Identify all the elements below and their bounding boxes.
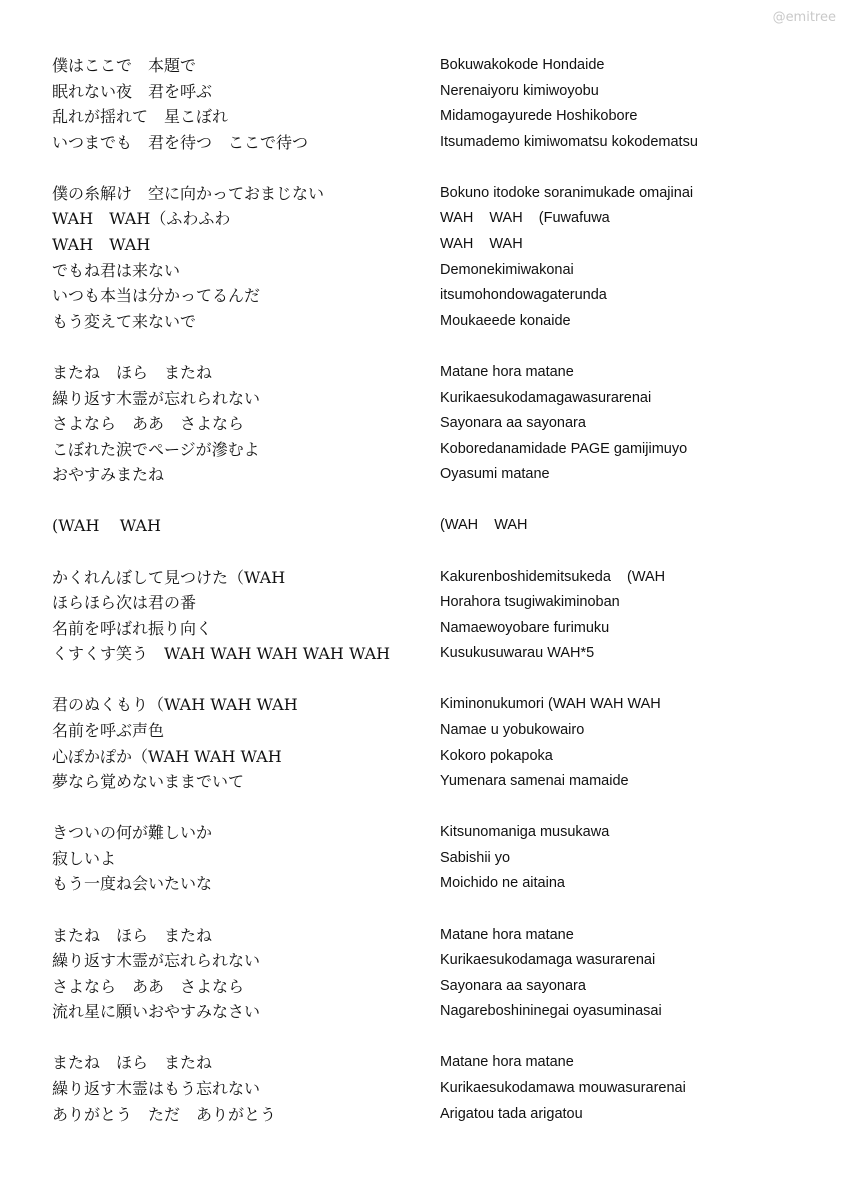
japanese-lyric: さよなら ああ さよなら [52, 414, 245, 434]
lyric-line [0, 871, 848, 897]
romaji-lyric: Kurikaesukodamaga wasurarenai [440, 952, 656, 969]
lyric-line [0, 718, 848, 744]
japanese-lyric: 眠れない夜 君を呼ぶ [52, 81, 213, 101]
romaji-lyric: Kurikaesukodamagawasurarenai [440, 389, 652, 406]
romaji-lyric: Kitsunomaniga musukawa [440, 824, 610, 841]
japanese-lyric: 僕の糸解け 空に向かっておまじない [52, 183, 325, 203]
romaji-lyric: Matane hora matane [440, 926, 574, 943]
japanese-lyric: かくれんぼして見つけた（WAH [52, 567, 286, 587]
lyric-line [0, 1102, 848, 1128]
japanese-lyric: でもね君は来ない [52, 260, 181, 280]
lyric-line [0, 820, 848, 846]
stanza [0, 820, 848, 897]
japanese-lyric: 繰り返す木霊が忘れられない [52, 388, 261, 408]
romaji-lyric: Oyasumi matane [440, 466, 550, 483]
japanese-lyric: いつまでも 君を待つ ここで待つ [52, 132, 309, 152]
lyric-line [0, 590, 848, 616]
romaji-lyric: Horahora tsugiwakiminoban [440, 594, 620, 611]
lyric-line [0, 309, 848, 335]
lyric-line [0, 360, 848, 386]
lyric-line [0, 104, 848, 130]
romaji-lyric: Sayonara aa sayonara [440, 415, 586, 432]
romaji-lyric: Kakurenboshidemitsukeda (WAH [440, 568, 666, 585]
stanza [0, 513, 848, 539]
japanese-lyric: WAH WAH（ふわふわ [52, 209, 231, 229]
japanese-lyric: 夢なら覚めないままでいて [52, 772, 245, 792]
lyric-line [0, 948, 848, 974]
romaji-lyric: Nagareboshininegai oyasuminasai [440, 1003, 662, 1020]
romaji-lyric: WAH WAH (Fuwafuwa [440, 210, 610, 227]
lyric-line [0, 616, 848, 642]
romaji-lyric: Kokoro pokapoka [440, 747, 553, 764]
romaji-lyric: Namae u yobukowairo [440, 721, 585, 738]
lyrics-sheet [0, 53, 848, 1153]
lyric-line [0, 437, 848, 463]
romaji-lyric: Yumenara samenai mamaide [440, 773, 629, 790]
japanese-lyric: 君のぬくもり（WAH WAH WAH [52, 695, 298, 715]
stanza [0, 53, 848, 155]
romaji-lyric: Demonekimiwakonai [440, 261, 574, 278]
lyric-line [0, 692, 848, 718]
lyric-line [0, 79, 848, 105]
romaji-lyric: Nerenaiyoru kimiwoyobu [440, 82, 599, 99]
romaji-lyric: itsumohondowagaterunda [440, 287, 607, 304]
japanese-lyric: WAH WAH [52, 235, 151, 255]
lyric-line [0, 386, 848, 412]
romaji-lyric: Kusukusuwarau WAH*5 [440, 645, 595, 662]
stanza [0, 692, 848, 794]
lyric-line [0, 462, 848, 488]
japanese-lyric: 繰り返す木霊はもう忘れない [52, 1079, 261, 1098]
japanese-lyric: 名前を呼ばれ振り向く [52, 618, 213, 638]
japanese-lyric: またね ほら またね [52, 1053, 213, 1073]
romaji-lyric: Bokuwakokode Hondaide [440, 57, 605, 73]
lyric-line [0, 232, 848, 258]
romaji-lyric: Namaewoyobare furimuku [440, 619, 610, 636]
japanese-lyric: 寂しいよ [52, 848, 117, 868]
lyric-line [0, 411, 848, 437]
lyric-line [0, 258, 848, 284]
lyric-line [0, 769, 848, 795]
lyric-line [0, 1076, 848, 1102]
japanese-lyric: またね ほら またね [52, 362, 213, 382]
japanese-lyric: いつも本当は分かってるんだ [52, 286, 261, 306]
lyric-line [0, 846, 848, 872]
romaji-lyric: Matane hora matane [440, 1054, 574, 1071]
lyric-line [0, 641, 848, 667]
stanza [0, 181, 848, 335]
lyric-line [0, 999, 848, 1025]
japanese-lyric: ありがとう ただ ありがとう [52, 1104, 277, 1124]
japanese-lyric: もう一度ね会いたいな [52, 874, 213, 894]
watermark-handle: @emitree [772, 10, 836, 25]
stanza [0, 565, 848, 667]
japanese-lyric: もう変えて来ないで [52, 311, 197, 331]
lyric-line [0, 565, 848, 591]
japanese-lyric: こぼれた涙でページが滲むよ [52, 439, 260, 459]
lyric-line [0, 181, 848, 207]
romaji-lyric: Sabishii yo [440, 849, 511, 866]
stanza [0, 923, 848, 1025]
lyric-line [0, 206, 848, 232]
romaji-lyric: Midamogayurede Hoshikobore [440, 108, 638, 125]
lyric-line [0, 744, 848, 770]
japanese-lyric: 僕はここで 本題で [52, 56, 197, 75]
romaji-lyric: Kurikaesukodamawa mouwasurarenai [440, 1080, 686, 1096]
romaji-lyric: Koboredanamidade PAGE gamijimuyo [440, 440, 688, 457]
lyric-line [0, 513, 848, 539]
romaji-lyric: (WAH WAH [440, 517, 528, 534]
japanese-lyric: さよなら ああ さよなら [52, 976, 245, 996]
lyric-line [0, 130, 848, 156]
japanese-lyric: 流れ星に願いおやすみなさい [52, 1002, 261, 1022]
japanese-lyric: 乱れが揺れて 星こぼれ [52, 107, 229, 127]
romaji-lyric: Matane hora matane [440, 363, 574, 380]
romaji-lyric: Moukaeede konaide [440, 312, 571, 329]
stanza [0, 360, 848, 488]
japanese-lyric: くすくす笑う WAH WAH WAH WAH WAH [52, 644, 391, 664]
japanese-lyric: ほらほら次は君の番 [52, 593, 197, 613]
romaji-lyric: Kiminonukumori (WAH WAH WAH [440, 696, 661, 713]
japanese-lyric: 心ぽかぽか（WAH WAH WAH [52, 746, 282, 766]
lyric-line [0, 1050, 848, 1076]
japanese-lyric: (WAH WAH [52, 516, 161, 536]
japanese-lyric: またね ほら またね [52, 925, 213, 945]
lyric-line [0, 923, 848, 949]
japanese-lyric: 繰り返す木霊が忘れられない [52, 951, 261, 971]
lyric-line [0, 53, 848, 79]
romaji-lyric: Arigatou tada arigatou [440, 1105, 583, 1122]
romaji-lyric: WAH WAH [440, 236, 523, 253]
stanza [0, 1050, 848, 1127]
romaji-lyric: Sayonara aa sayonara [440, 977, 586, 994]
lyric-line [0, 283, 848, 309]
japanese-lyric: おやすみまたね [52, 465, 165, 485]
romaji-lyric: Bokuno itodoke soranimukade omajinai [440, 184, 694, 201]
japanese-lyric: 名前を呼ぶ声色 [52, 720, 165, 740]
romaji-lyric: Moichido ne aitaina [440, 875, 565, 892]
romaji-lyric: Itsumademo kimiwomatsu kokodematsu [440, 133, 698, 150]
lyric-line [0, 974, 848, 1000]
japanese-lyric: きついの何が難しいか [52, 823, 213, 843]
